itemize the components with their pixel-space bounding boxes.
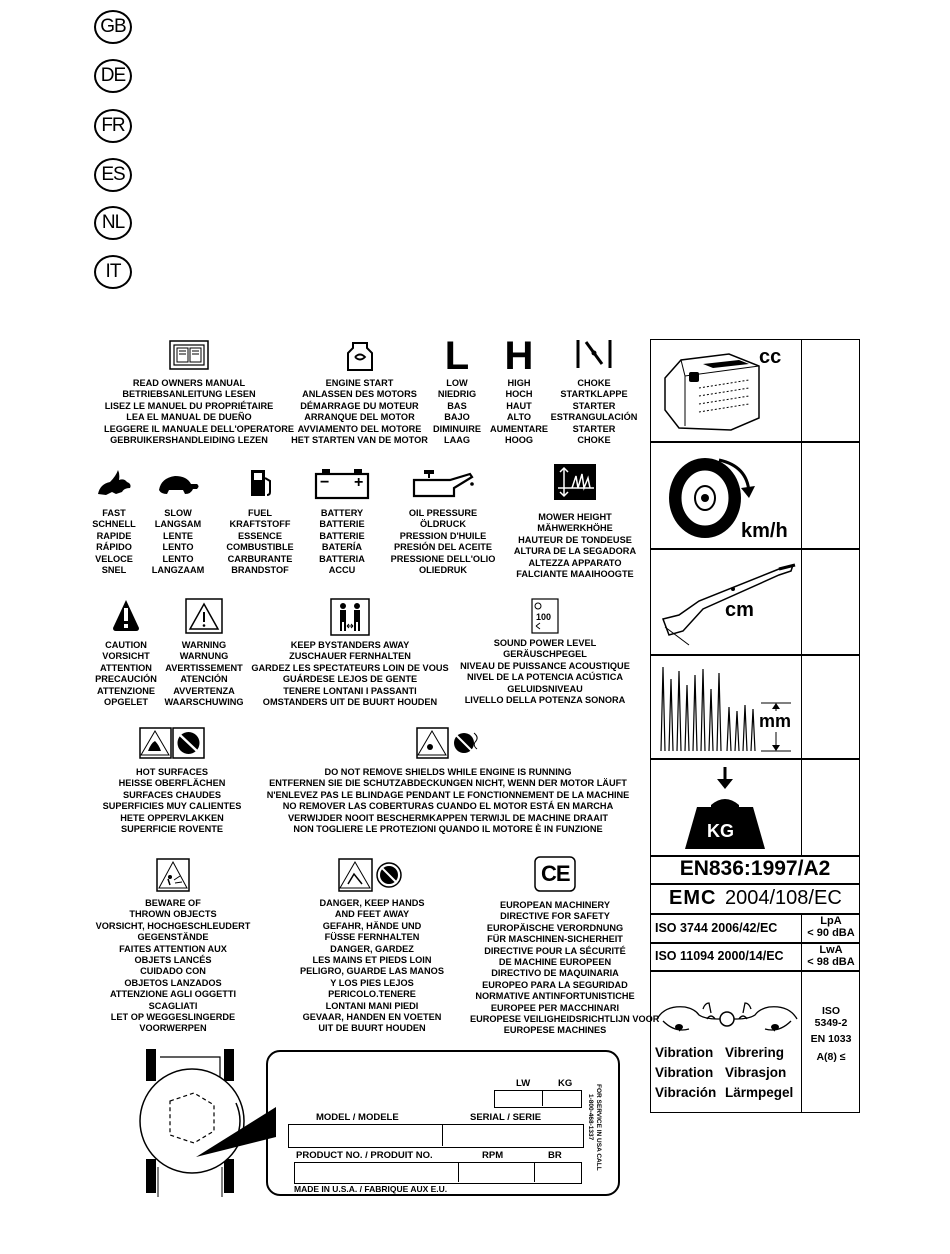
model-serial-field	[288, 1124, 584, 1148]
symbol-caption-line: MÄHWERKHÖHE	[537, 523, 613, 534]
symbol-caption-line: BETRIEBSANLEITUNG LESEN	[122, 389, 256, 400]
symbol-caption-line: DIRECTIVE FOR SAFETY	[500, 911, 610, 922]
symbol-caption-line: LES MAINS ET PIEDS LOIN	[312, 955, 432, 966]
symbol-caption	[92, 767, 252, 835]
engine-block-icon	[659, 348, 763, 434]
symbol-caption-line: UIT DE BUURT HOUDEN	[318, 1023, 426, 1034]
symbol-slow	[146, 468, 210, 576]
language-badge-es: ES	[94, 158, 132, 192]
symbol-caption-line: LEGGERE IL MANUALE DELL'OPERATORE	[104, 423, 295, 434]
made-in-label: MADE IN U.S.A. / FABRIQUE AUX E.U.	[294, 1184, 448, 1194]
low-letter-icon: L	[444, 334, 470, 378]
symbol-caption-line: SURFACES CHAUDES	[122, 789, 221, 800]
symbol-caption-line: STARTER	[572, 423, 616, 434]
symbol-caption-line: ESSENCE	[238, 530, 282, 541]
symbol-caption-line: HET STARTEN VAN DE MOTOR	[291, 435, 428, 446]
symbol-caption-line: ÖLDRUCK	[420, 519, 466, 530]
symbol-caption	[488, 378, 550, 446]
symbol-caption-line: CAUTION	[105, 640, 147, 650]
symbol-caption-line: LEA EL MANUAL DE DUEÑO	[126, 412, 252, 423]
symbol-caption-line: COMBUSTIBLE	[226, 542, 294, 553]
vibration-word: Vibración	[655, 1085, 717, 1100]
symbol-caption-line: PRECAUCIÓN	[95, 674, 157, 685]
symbol-caption-line: HOCH	[505, 389, 533, 400]
symbol-caption-line: BAS	[447, 400, 467, 411]
symbol-caption-line: ATTENZIONE AGLI OGGETTI	[109, 989, 237, 1000]
lw-label: LW	[516, 1078, 531, 1089]
product-rpm-br-field	[294, 1162, 582, 1184]
symbol-read-manual	[104, 340, 295, 446]
symbol-caption-line: SUPERFICIES MUY CALIENTES	[102, 801, 242, 812]
symbol-caption-line: LENTO	[162, 553, 194, 564]
symbol-caption-line: OBJETOS LANZADOS	[124, 977, 222, 988]
symbol-caption-line: ATENCIÓN	[180, 674, 228, 685]
symbol-caption-line: LOW	[446, 378, 468, 388]
symbol-caption-line: VELOCE	[95, 553, 133, 564]
high-letter-icon: H	[504, 334, 534, 378]
iso11094-row	[650, 942, 860, 972]
symbol-caption-line: VORSICHT	[102, 651, 150, 662]
symbol-caption-line: ALTURA DE LA SEGADORA	[513, 546, 637, 557]
symbol-caption-line: BRANDSTOF	[231, 565, 289, 576]
lpa-value: < 90 dBA	[807, 927, 855, 939]
symbol-caption	[90, 898, 256, 1035]
service-call-label: FOR SERVICE IN USA CALL	[595, 1084, 602, 1171]
symbol-caption-line: ENTFERNEN SIE DIE SCHUTZABDECKUNGEN NICHT, WENN DER MOTOR LÄUFT	[269, 778, 627, 789]
symbol-caption	[450, 638, 640, 706]
symbol-caption-line: NIVEL DE LA POTENCIA ACÚSTICA	[466, 672, 624, 683]
mm-label: mm	[759, 711, 792, 731]
symbol-caption-line: AND FEET AWAY	[334, 909, 410, 920]
mower-height-icon	[554, 464, 596, 500]
symbol-caption-line: RÁPIDO	[96, 542, 132, 553]
fuel-pump-icon	[245, 468, 275, 500]
symbol-caption-line: SOUND POWER LEVEL	[493, 638, 597, 648]
symbol-caption-line: CARBURANTE	[227, 553, 293, 564]
symbol-caption-line: LISEZ LE MANUEL DU PROPRIÉTAIRE	[104, 400, 274, 411]
symbol-caption-line: EUROPÄISCHE VERORDNUNG	[486, 922, 624, 933]
cc-label: cc	[759, 346, 782, 368]
caution-icon	[111, 598, 141, 632]
symbol-caption-line: ANLASSEN DES MOTORS	[302, 389, 417, 400]
symbol-battery	[300, 468, 384, 576]
symbol-oil	[384, 468, 502, 576]
en1033-label: EN 1033	[810, 1033, 852, 1045]
symbol-caption-line: NORMATIVE ANTINFORTUNISTICHE	[475, 991, 635, 1002]
symbol-caption-line: NON TOGLIERE LE PROTEZIONI QUANDO IL MOTORE È IN FUNZIONE	[293, 824, 603, 835]
symbol-caption-line: LIVELLO DELLA POTENZA SONORA	[464, 695, 626, 706]
symbol-caption-line: GEBRUIKERSHANDLEIDING LEZEN	[110, 435, 268, 446]
symbol-caption-line: ACCU	[328, 565, 356, 576]
language-badge-it: IT	[94, 255, 132, 289]
symbol-caption-line: NIVEAU DE PUISSANCE ACOUSTIQUE	[460, 660, 630, 671]
symbol-caption-line: GARDEZ LES SPECTATEURS LOIN DE VOUS	[251, 662, 449, 673]
symbol-caption	[158, 640, 250, 708]
language-badge-gb: GB	[94, 10, 132, 44]
lw-kg-field	[494, 1090, 582, 1108]
cm-label: cm	[725, 599, 754, 621]
iso5349-label: ISO 5349-2	[814, 1005, 848, 1029]
symbol-shields	[253, 727, 643, 835]
symbol-caption-line: SUPERFICIE ROVENTE	[120, 824, 224, 835]
symbol-caption	[282, 898, 462, 1035]
symbol-caption-line: READ OWNERS MANUAL	[132, 378, 246, 388]
kmh-label: km/h	[741, 520, 788, 542]
symbol-caption	[250, 640, 450, 708]
en836-row	[650, 855, 860, 885]
symbol-caption-line: LANGSAM	[154, 519, 202, 530]
language-badge-nl: NL	[94, 206, 132, 240]
emc-row	[650, 883, 860, 915]
choke-icon	[572, 336, 616, 376]
symbol-caption	[82, 508, 146, 576]
symbol-caption-line: HAUTEUR DE TONDEUSE	[518, 534, 632, 545]
symbol-caption-line: LENTO	[162, 542, 194, 553]
symbol-caption-line: CUIDADO CON	[140, 966, 206, 977]
iso3744-label: ISO 3744 2006/42/EC	[655, 921, 778, 935]
symbol-caption	[253, 767, 643, 835]
symbol-caption-line: DIRECTIVE POUR LA SÉCURITÉ	[484, 945, 626, 956]
spec-cc-cell	[650, 339, 860, 443]
vibration-word: Vibrering	[725, 1045, 785, 1060]
symbol-caption-line: KRAFTSTOFF	[229, 519, 291, 530]
symbol-caption-line: DO NOT REMOVE SHIELDS WHILE ENGINE IS RUNNING	[324, 767, 572, 777]
symbol-caption-line: STARTKLAPPE	[560, 389, 628, 400]
language-badge-fr: FR	[94, 109, 132, 143]
symbol-caption-line: FALCIANTE MAAIHOOGTE	[516, 569, 634, 580]
symbol-caption-line: GELUIDSNIVEAU	[507, 683, 583, 694]
symbol-caption-line: FÜR MASCHINEN-SICHERHEIT	[487, 934, 623, 945]
symbol-caption-line: DÉMARRAGE DU MOTEUR	[300, 400, 419, 411]
symbol-caption-line: LONTANI MANI PIEDI	[325, 1000, 419, 1011]
symbol-caption-line: WARNUNG	[179, 651, 229, 662]
symbol-caption-line: ARRANQUE DEL MOTOR	[304, 412, 415, 423]
vibration-hands-icon	[655, 989, 799, 1039]
spec-weight-cell	[650, 758, 860, 857]
symbol-caption-line: BATTERIE	[319, 530, 365, 541]
symbol-bystanders	[250, 598, 450, 708]
symbol-caption-line: STARTER	[572, 400, 616, 411]
symbol-caption	[300, 508, 384, 576]
lpa-label: LpA	[820, 915, 842, 927]
symbol-caption-line: DE MACHINE EUROPEEN	[498, 957, 612, 968]
keep-hands-away-icon	[338, 858, 406, 892]
symbol-caption-line: AVERTISSEMENT	[165, 662, 243, 673]
symbol-caption-line: THROWN OBJECTS	[129, 909, 217, 920]
symbol-caption-line: BATTERY	[320, 508, 364, 518]
spec-speed-cell	[650, 441, 860, 550]
symbol-caption-line: FAST	[102, 508, 126, 518]
oil-can-icon	[410, 468, 476, 500]
warning-icon	[185, 598, 223, 634]
symbol-caption-line: WARNING	[181, 640, 227, 650]
symbol-caption	[432, 378, 482, 446]
kg-weight-label: KG	[707, 821, 734, 841]
symbol-caption-line: SNEL	[101, 565, 127, 576]
symbol-caption-line: ZUSCHAUER FERNHALTEN	[289, 651, 411, 662]
symbol-caption-line: OPGELET	[104, 697, 148, 708]
symbol-caption-line: AUMENTARE	[489, 423, 548, 434]
symbol-caption-line: ALTEZZA APPARATO	[528, 557, 622, 568]
symbol-caption-line: BATTERIA	[319, 553, 365, 564]
symbol-caption	[104, 378, 295, 446]
ce-mark: CE	[541, 861, 570, 886]
symbol-caption-line: HOOG	[504, 435, 534, 446]
symbol-caption-line: LET OP WEGGESLINGERDE	[110, 1012, 236, 1023]
symbol-caption	[146, 508, 210, 576]
symbol-warning	[158, 598, 250, 708]
sound-value: 100	[536, 612, 552, 622]
symbol-caption	[470, 900, 660, 1037]
symbol-caption-line: FAITES ATTENTION AUX	[119, 943, 227, 954]
symbol-caption-line: PELIGRO, GUARDE LAS MANOS	[300, 966, 444, 977]
symbol-caption-line: LANGZAAM	[151, 565, 205, 576]
symbol-caption-line: OLIEDRUK	[419, 565, 467, 576]
symbol-engine-start	[287, 340, 432, 446]
symbol-caption-line: BAJO	[444, 412, 470, 423]
symbol-caption-line: EUROPEO PARA LA SEGURIDAD	[482, 979, 628, 990]
symbol-caption-line: ATTENTION	[100, 662, 152, 673]
symbol-mower-height	[505, 464, 645, 580]
emc-value: 2004/108/EC	[725, 887, 842, 909]
symbol-caption-line: PRESSION D'HUILE	[399, 530, 487, 541]
book-icon	[169, 340, 209, 370]
vibration-word: Vibration	[655, 1045, 714, 1060]
symbol-high	[488, 336, 550, 446]
symbol-caption-line: OIL PRESSURE	[408, 508, 478, 518]
en836-label: EN836:1997/A2	[679, 857, 831, 880]
symbol-hands	[282, 858, 462, 1035]
symbol-caption-line: TENERE LONTANI I PASSANTI	[283, 685, 417, 696]
model-label: MODEL / MODELE	[316, 1112, 399, 1123]
symbol-caption-line: GERÄUSCHPEGEL	[503, 649, 587, 660]
language-badge-de: DE	[94, 59, 132, 93]
rpm-label: RPM	[482, 1150, 504, 1161]
symbol-caption-line: CHOKE	[577, 378, 611, 388]
symbol-caption-line: PERICOLO.TENERE	[328, 989, 416, 1000]
symbol-caption-line: NO REMOVER LAS COBERTURAS CUANDO EL MOTOR ESTÁ EN MARCHA	[282, 801, 614, 812]
symbol-caption-line: EUROPESE VEILIGHEIDSRICHTLIJN VOOR	[470, 1014, 660, 1025]
symbol-caption-line: EUROPESE MACHINES	[503, 1025, 607, 1036]
vibration-word: Vibration	[655, 1065, 714, 1080]
symbol-caption-line: WAARSCHUWING	[164, 697, 244, 708]
symbol-caption-line: DIMINUIRE	[433, 423, 481, 434]
symbol-caption-line: AVVIAMENTO DEL MOTORE	[297, 423, 422, 434]
symbol-caption-line: ALTO	[506, 412, 532, 423]
symbol-caption-line: PRESSIONE DELL'OLIO	[390, 553, 496, 564]
symbol-caption	[88, 640, 164, 708]
symbol-caption-line: LENTE	[162, 530, 194, 541]
symbol-caption-line: CHOKE	[577, 435, 611, 446]
symbol-choke	[548, 336, 640, 446]
turtle-icon	[155, 468, 201, 500]
symbol-sound	[450, 598, 640, 706]
symbol-caption-line: FÜSSE FERNHALTEN	[324, 932, 420, 943]
symbol-low	[432, 336, 482, 446]
symbol-caption-line: GEFAHR, HÄNDE UND	[322, 920, 422, 931]
product-label: PRODUCT NO. / PRODUIT NO.	[296, 1150, 433, 1161]
symbol-caption-line: HAUT	[506, 400, 532, 411]
symbol-caption-line: SCHNELL	[92, 519, 136, 530]
symbol-caption-line: MOWER HEIGHT	[538, 512, 612, 522]
symbol-caption-line: DIRECTIVO DE MAQUINARIA	[491, 968, 619, 979]
emc-label: EMC	[669, 887, 717, 909]
spec-height-cell	[650, 654, 860, 760]
symbol-caption-line: OBJETS LANCÉS	[134, 955, 212, 966]
symbol-caption-line: ENGINE START	[325, 378, 394, 388]
symbol-caption-line: ESTRANGULACIÓN	[550, 412, 638, 423]
symbol-caption-line: OMSTANDERS UIT DE BUURT HOUDEN	[262, 697, 438, 708]
symbol-caption-line: FUEL	[248, 508, 272, 518]
symbol-caption-line: GUÁRDESE LEJOS DE GENTE	[282, 674, 418, 685]
symbol-caption-line: EUROPEAN MACHINERY	[500, 900, 610, 910]
symbol-caption-line: GEGENSTÄNDE	[137, 932, 209, 943]
service-phone-label: 1-800-468-1337	[587, 1094, 594, 1141]
symbol-caption-line: BATTERIE	[319, 519, 365, 530]
symbol-caption-line: DANGER, GARDEZ	[330, 943, 414, 954]
symbol-caption-line: KEEP BYSTANDERS AWAY	[290, 640, 410, 650]
battery-plus-label: +	[354, 474, 364, 491]
symbol-caption	[505, 512, 645, 580]
symbol-caption-line: BATERÍA	[321, 542, 363, 553]
symbol-ce	[470, 856, 660, 1037]
symbol-caption-line: BEWARE OF	[145, 898, 201, 908]
battery-minus-label: −	[320, 474, 330, 491]
symbol-caution	[88, 598, 164, 708]
lwa-label: LwA	[819, 944, 843, 956]
symbol-caption-line: HETE OPPERVLAKKEN	[120, 812, 224, 823]
symbol-caption-line: HIGH	[507, 378, 531, 388]
thrown-objects-icon	[156, 858, 190, 892]
symbol-thrown	[90, 858, 256, 1035]
symbol-caption-line: DANGER, KEEP HANDS	[319, 898, 425, 908]
kg-label: KG	[558, 1078, 573, 1089]
symbol-caption-line: SLOW	[164, 508, 192, 518]
symbol-hot	[92, 727, 252, 835]
symbol-caption	[548, 378, 640, 446]
hot-surfaces-icon	[139, 727, 205, 759]
rabbit-icon	[94, 468, 134, 500]
symbol-fuel	[218, 468, 302, 576]
symbol-caption-line: ATTENZIONE	[96, 685, 155, 696]
symbol-caption-line: SCAGLIATI	[148, 1000, 198, 1011]
iso11094-label: ISO 11094 2000/14/EC	[655, 949, 784, 963]
bystanders-icon	[330, 598, 370, 636]
vibration-word: Vibrasjon	[725, 1065, 787, 1080]
symbol-caption-line: EUROPEE PER MACCHINARI	[490, 1002, 620, 1013]
symbol-caption-line: HEISSE OBERFLÄCHEN	[118, 778, 226, 789]
spec-blade-cell	[650, 548, 860, 656]
symbol-caption-line: LAAG	[443, 435, 471, 446]
symbol-fast	[82, 468, 146, 576]
symbol-caption-line: NIEDRIG	[437, 389, 477, 400]
symbol-caption-line: N'ENLEVEZ PAS LE BLINDAGE PENDANT LE FONCTIONNEMENT DE LA MACHINE	[266, 789, 630, 800]
br-label: BR	[548, 1150, 562, 1161]
symbol-caption-line: VORSICHT, HOCHGESCHLEUDERT	[95, 920, 251, 931]
symbol-caption	[218, 508, 302, 576]
lwa-value: < 98 dBA	[807, 956, 855, 968]
a8-label: A(8) ≤	[816, 1051, 846, 1063]
symbol-caption	[384, 508, 502, 576]
symbol-caption-line: RAPIDE	[96, 530, 132, 541]
symbol-caption-line: VOORWERPEN	[139, 1023, 207, 1034]
vibration-cell	[650, 970, 860, 1113]
serial-label: SERIAL / SERIE	[470, 1112, 542, 1123]
symbol-caption-line: PRESIÓN DEL ACEITE	[393, 542, 493, 553]
symbol-caption-line: Y LOS PIES LEJOS	[330, 977, 414, 988]
engine-start-icon	[345, 340, 375, 376]
serial-plate	[266, 1050, 620, 1196]
cutting-height-icon	[657, 661, 799, 753]
vibration-word: Lärmpegel	[725, 1085, 794, 1100]
remove-shields-icon	[416, 727, 480, 759]
iso3744-row	[650, 913, 860, 944]
symbol-caption-line: HOT SURFACES	[136, 767, 208, 777]
symbol-caption-line: VERWIJDER NOOIT BESCHERMKAPPEN TERWIJL DE MACHINE DRAAIT	[287, 812, 609, 823]
symbol-caption	[287, 378, 432, 446]
symbol-caption-line: GEVAAR, HANDEN EN VOETEN	[302, 1012, 442, 1023]
symbol-caption-line: AVVERTENZA	[173, 685, 235, 696]
